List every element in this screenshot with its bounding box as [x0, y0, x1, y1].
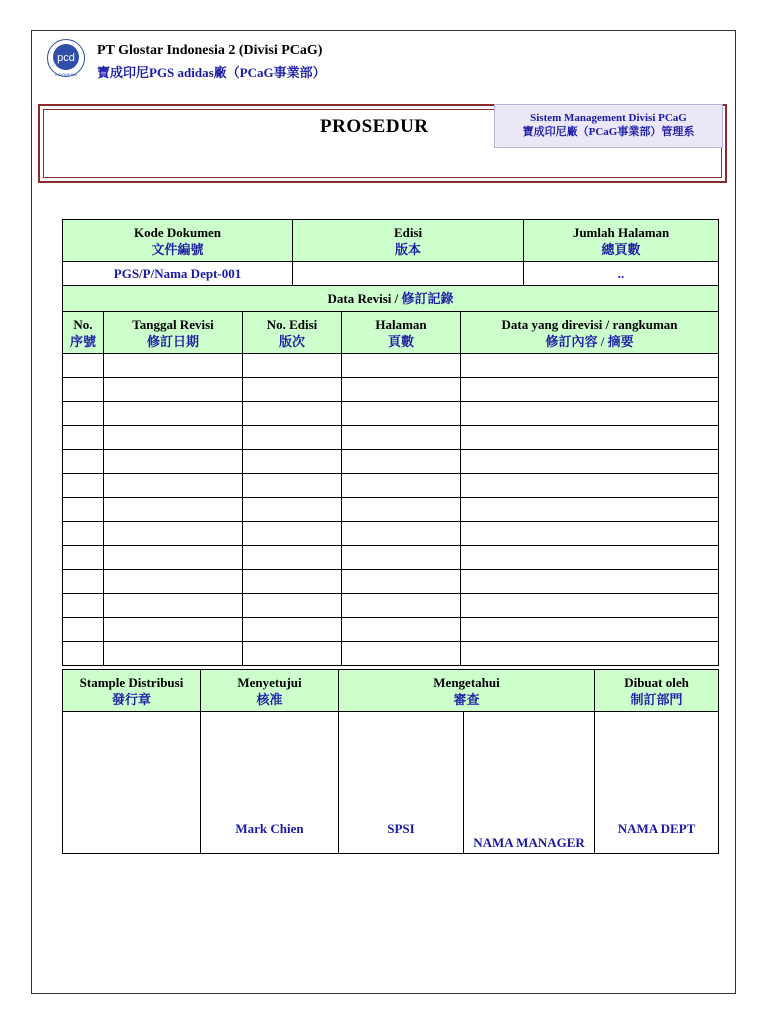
manager-signature: NAMA MANAGER	[464, 712, 595, 854]
stample-box	[63, 712, 201, 854]
revision-title: Data Revisi / 修訂記錄	[63, 286, 719, 312]
system-box-line2: 寶成印尼廠（PCaG事業部）管理系	[522, 126, 695, 138]
table-row	[63, 378, 719, 402]
col-halaman: Halaman 頁數	[342, 312, 461, 354]
kode-dokumen-value: PGS/P/Nama Dept-001	[63, 262, 293, 286]
table-row	[63, 618, 719, 642]
edisi-header: Edisi 版本	[293, 220, 524, 262]
stample-header: Stample Distribusi 發行章	[63, 670, 201, 712]
table-row	[63, 570, 719, 594]
page-title: PROSEDUR	[320, 116, 429, 137]
spsi-signature: SPSI	[339, 712, 464, 854]
col-no-edisi: No. Edisi 版次	[243, 312, 342, 354]
company-name: PT Glostar Indonesia 2 (Divisi PCaG)	[97, 43, 323, 58]
revision-rows	[63, 354, 719, 666]
document-table	[62, 219, 719, 666]
table-row	[63, 498, 719, 522]
edisi-value	[293, 262, 524, 286]
logo-ring-text: INDONESIA	[54, 72, 78, 77]
dibuat-signature: NAMA DEPT	[595, 712, 719, 854]
jumlah-halaman-header: Jumlah Halaman 總頁數	[524, 220, 719, 262]
jumlah-halaman-value: ..	[524, 262, 719, 286]
table-row	[63, 426, 719, 450]
table-row	[63, 402, 719, 426]
dibuat-header: Dibuat oleh 制訂部門	[595, 670, 719, 712]
menyetujui-signature: Mark Chien	[201, 712, 339, 854]
table-row	[63, 474, 719, 498]
table-row	[63, 354, 719, 378]
table-row	[63, 594, 719, 618]
signature-table	[62, 669, 719, 854]
col-no: No. 序號	[63, 312, 104, 354]
logo-text: pcd	[57, 52, 75, 64]
mengetahui-header: Mengetahui 審查	[339, 670, 595, 712]
menyetujui-header: Menyetujui 核准	[201, 670, 339, 712]
col-tanggal-revisi: Tanggal Revisi 修訂日期	[104, 312, 243, 354]
table-row	[63, 546, 719, 570]
company-name-cn: 寶成印尼PGS adidas廠（PCaG事業部）	[97, 65, 326, 80]
system-box	[494, 104, 723, 148]
col-data-direvisi: Data yang direvisi / rangkuman 修訂內容 / 摘要	[461, 312, 719, 354]
company-logo	[46, 38, 86, 78]
system-box-line1: Sistem Management Divisi PCaG	[530, 112, 687, 124]
table-row	[63, 450, 719, 474]
table-row	[63, 642, 719, 666]
kode-dokumen-header: Kode Dokumen 文件編號	[63, 220, 293, 262]
table-row	[63, 522, 719, 546]
